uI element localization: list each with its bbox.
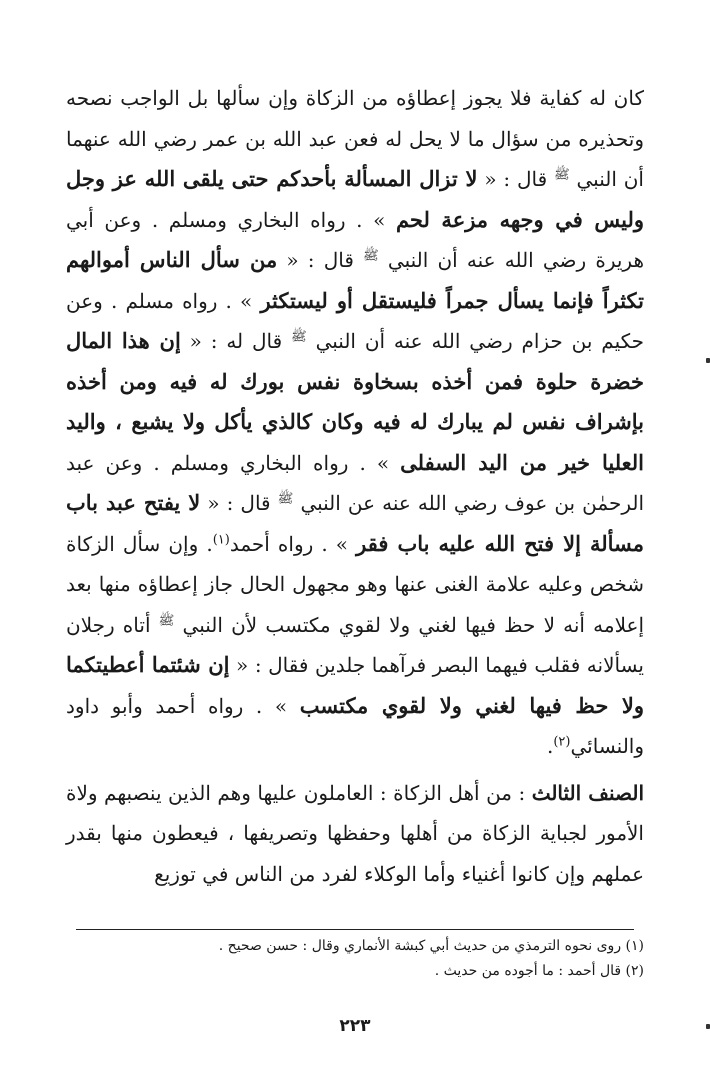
text-run: قال : « [200,491,278,515]
page-number: ٢٢٣ [339,1016,371,1036]
hadith-quote: من سأل الناس أموالهم تكثراً فإنما يسأل جمراً فليستقل أو ليستكثر [66,247,645,313]
footnote-1: (١) روى نحوه الترمذي من حديث أبي كبشة الأنماري وقال : حسن صحيح . [218,938,644,954]
main-text [66,78,644,894]
salutation-mark: ﷺ [291,329,307,345]
hadith-quote: إن هذا المال خضرة حلوة فمن أخذه بسخاوة نفس بورك له فيه ومن أخذه بإشراف نفس لم يبارك له فيه وكان كالذي يأكل ولا يشبع ، واليد العليا خير من اليد السفلى [66,328,645,475]
footnote-marker-2: (٢) [553,734,571,750]
scan-mark [706,358,710,363]
text-run: : من أهل الزكاة : العاملون عليها وهم الذين ينصبهم ولاة الأمور لجباية الزكاة من أهلها وحفظها وتصريفها ، فيعطون منها بقدر عملهم وإن كانوا أغنياء وأما الوكلاء لفرد من الناس في توزيع [66,780,644,886]
section-heading: الصنف الثالث [531,780,644,805]
text-run: كان له كفاية فلا يجوز إعطاؤه من الزكاة وإن سألها بل الواجب نصحه وتحذيره من سؤال ما لا يحل له فعن عبد الله بن عمر رضي الله عنهما أن النبي [66,86,644,191]
text-run: » . رواه مسلم . وعن حكيم بن حزام رضي الله عنه أن النبي [66,288,645,353]
footnote-2: (٢) قال أحمد : ما أجوده من حديث . [434,963,644,979]
text-run: قال : « [477,167,554,191]
text-run: » . رواه أحمد وأبو داود والنسائي [66,693,644,758]
hadith-quote: لا تزال المسألة بأحدكم حتى يلقى الله عز وجل وليس في وجهه مزعة لحم [66,166,644,232]
hadith-quote: إن شئتما أعطيتكما ولا حظ فيها لغني ولا لقوي مكتسب [66,652,644,718]
footnote-marker-1: (١) [212,531,230,547]
footnotes [66,934,644,984]
hadith-quote: لا يفتح عبد باب مسألة إلا فتح الله عليه باب فقر [66,490,644,556]
salutation-mark: ﷺ [363,248,379,264]
text-run: » . رواه البخاري ومسلم . وعن أبي هريرة رضي الله عنه أن النبي [66,207,645,272]
salutation-mark: ﷺ [158,612,175,628]
text-run: قال له : « [180,329,292,353]
salutation-mark: ﷺ [553,167,570,183]
text-run: » . رواه أحمد [229,531,357,556]
text-run: » . رواه البخاري ومسلم . وعن عبد الرحمٰن بن عوف رضي الله عنه عن النبي [66,450,645,515]
footnote-separator [76,929,634,930]
text-run: . وإن سأل الزكاة شخص وعليه علامة الغنى عنها وهو مجهول الحال جاز إعطاؤه منها بعد إعلامه أنه لا حظ فيها لغني ولا لقوي مكتسب لأن النبي [66,531,645,637]
paragraph-zakat-eligibility [66,78,644,767]
text-run: قال : « [277,248,364,272]
scan-mark [706,1024,710,1029]
text-run: أتاه رجلان يسألانه فقلب فيهما البصر فرآهما جلدين فقال : « [66,612,645,677]
paragraph-third-category [66,773,644,895]
salutation-mark: ﷺ [277,491,294,507]
text-run: . [546,734,554,758]
